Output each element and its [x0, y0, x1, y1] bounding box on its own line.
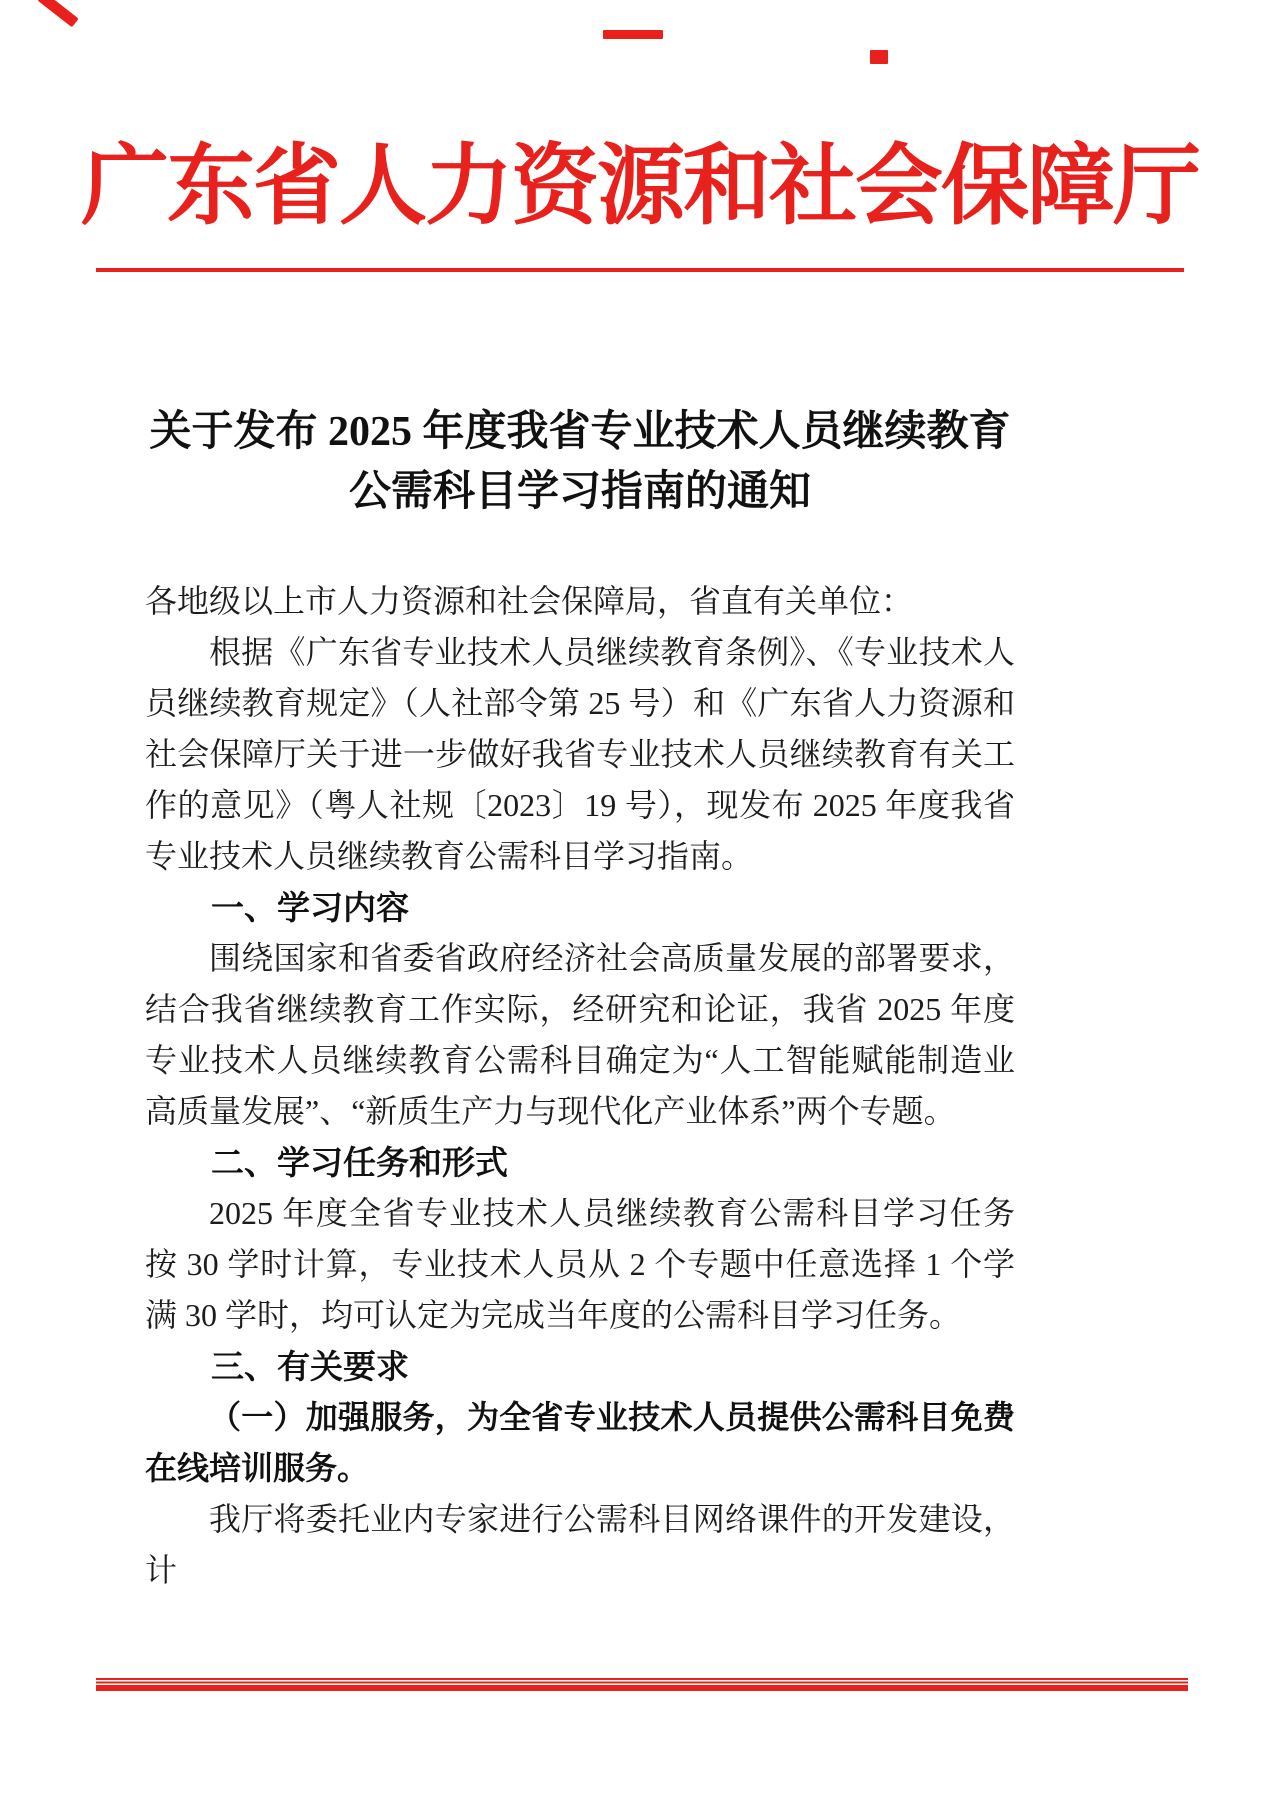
section-heading-2: 二、学习任务和形式	[211, 1144, 508, 1182]
scan-artifact-top-center	[603, 30, 663, 39]
paragraph-learning-task: 2025 年度全省专业技术人员继续教育公需科目学习任务按 30 学时计算，专业技术人员从 2 个专题中任意选择 1 个学满 30 学时，均可认定为完成当年度的公需科目学习任务。	[145, 1195, 1015, 1334]
paragraph-courseware: 我厅将委托业内专家进行公需科目网络课件的开发建设，计	[145, 1501, 1015, 1589]
salutation-line: 各地级以上市人力资源和社会保障局，省直有关单位：	[145, 583, 914, 620]
document-body	[145, 402, 1015, 1596]
document-title-line-2: 公需科目学习指南的通知	[348, 469, 811, 516]
paragraph-learning-content: 围绕国家和省委省政府经济社会高质量发展的部署要求，结合我省继续教育工作实际，经研究和论证，我省 2025 年度专业技术人员继续教育公需科目确定为“人工智能赋能制造业高质量发展”、“新质生产力与现代化产业体系”两个专题。	[145, 940, 1015, 1130]
document-title	[145, 402, 1015, 522]
document-title-line-1: 关于发布 2025 年度我省专业技术人员继续教育	[149, 409, 1011, 456]
paragraph-requirement-emphasis: （一）加强服务，为全省专业技术人员提供公需科目免费在线培训服务。	[145, 1399, 1015, 1487]
section-heading-3: 三、有关要求	[211, 1348, 409, 1386]
scan-artifact-top-right	[870, 50, 888, 64]
footer-divider-line	[96, 1678, 1188, 1691]
header-divider-line	[96, 268, 1184, 272]
section-heading-1: 一、学习内容	[211, 889, 409, 927]
paragraph-basis: 根据《广东省专业技术人员继续教育条例》、《专业技术人员继续教育规定》（人社部令第 25 号）和《广东省人力资源和社会保障厅关于进一步做好我省专业技术人员继续教育有关工作的意见》（粤人社规〔2023〕19 号），现发布 2025 年度我省专业技术人员继续教育公需科目学习指南。	[145, 634, 1015, 875]
agency-header-title: 广东省人力资源和社会保障厅	[80, 139, 1199, 236]
